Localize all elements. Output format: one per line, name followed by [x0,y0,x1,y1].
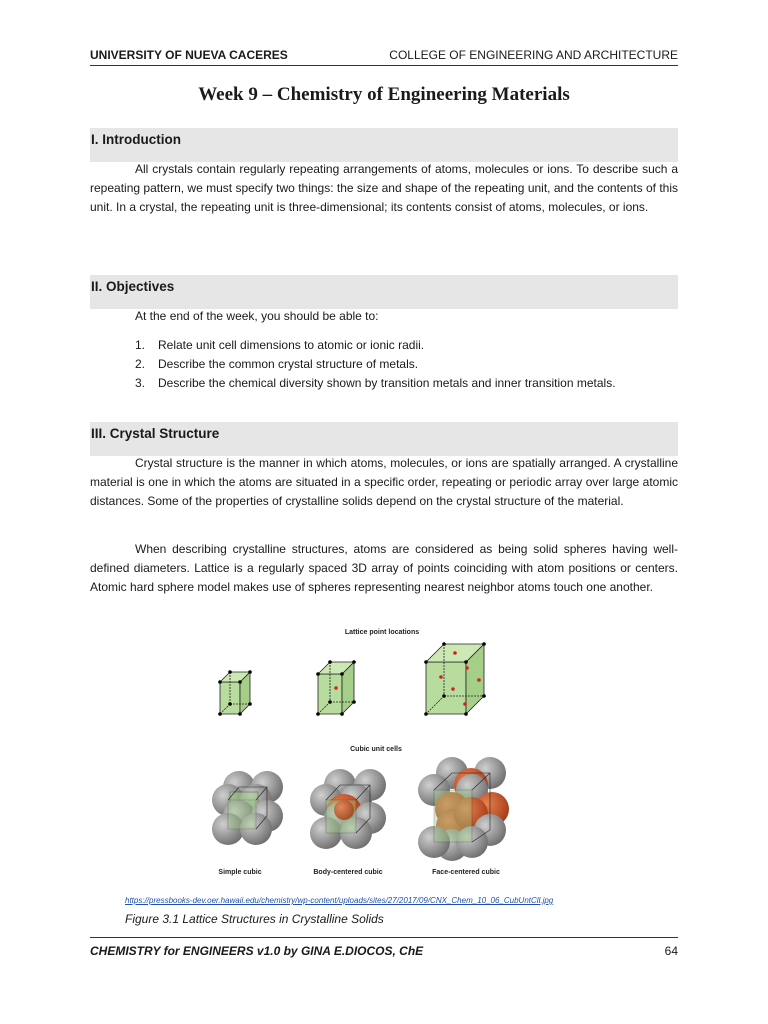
header-university: UNIVERSITY OF NUEVA CACERES [90,48,288,62]
page-number: 64 [664,944,678,958]
section-heading-crystal-structure: III. Crystal Structure [90,422,678,456]
list-text: Relate unit cell dimensions to atomic or ionic radii. [158,338,425,352]
sphere-model-simple-cubic [212,771,283,845]
objectives-lead: At the end of the week, you should be able to: [135,309,379,323]
list-text: Describe the chemical diversity shown by transition metals and inner transition metals. [158,376,616,390]
figure-mid-label: Cubic unit cells [350,746,402,753]
footer-book-title: CHEMISTRY for ENGINEERS v1.0 by GINA E.DIOCOS, ChE [90,944,424,958]
figure-top-label: Lattice point locations [344,629,420,636]
objectives-list [135,336,616,393]
lattice-cube-face-centered [424,642,486,716]
label-face-centered-cubic: Face-centered cubic [432,869,500,876]
label-body-centered-cubic: Body-centered cubic [313,869,383,876]
page-header [90,47,678,66]
lattice-cube-body-centered [316,660,356,716]
list-item [135,355,616,374]
lattice-cube-simple [218,670,252,716]
lattice-figure [190,620,580,882]
introduction-paragraph: All crystals contain regularly repeating arrangements of atoms, molecules or ions. To describe such a repeating pattern, we must specify two things: the size and shape of the repeating unit, and the contents of this unit. In a crystal, the repeating unit is three-dimensional; its contents consist of atoms, molecules, or ions. [90,162,678,214]
sphere-model-face-centered-cubic [418,757,509,861]
page-title: Week 9 – Chemistry of Engineering Materials [198,84,570,105]
label-simple-cubic: Simple cubic [218,869,262,876]
figure-caption: Figure 3.1 Lattice Structures in Crystalline Solids [125,912,384,926]
list-text: Describe the common crystal structure of metals. [158,357,419,371]
header-college: COLLEGE OF ENGINEERING AND ARCHITECTURE [389,48,678,62]
list-item [135,336,616,355]
list-number: 3. [135,376,146,390]
section-heading-introduction: I. Introduction [90,128,678,162]
page-footer [90,937,678,958]
list-number: 2. [135,357,146,371]
figure-source-link[interactable]: https://pressbooks-dev.oer.hawaii.edu/chemistry/wp-content/uploads/sites/27/2017/09/CNX_Chem_10_06_CubUntCll.jpg [125,896,554,905]
sphere-model-body-centered-cubic [310,769,386,849]
crystal-paragraph-2: When describing crystalline structures, atoms are considered as being solid spheres having well-defined diameters. Lattice is a regularly spaced 3D array of points coinciding with atom positions or centers. Atomic hard sphere model makes use of spheres representing nearest neighbor atoms touch one another. [90,542,678,594]
crystal-paragraph-1: Crystal structure is the manner in which atoms, molecules, or ions are spatially arranged. A crystalline material is one in which the atoms are situated in a specific order, repeating or periodic array over large atomic distances. Some of the properties of crystalline solids depend on the crystal structure of the material. [90,456,678,508]
section-heading-objectives: II. Objectives [90,275,678,309]
list-number: 1. [135,338,146,352]
list-item [135,374,616,393]
